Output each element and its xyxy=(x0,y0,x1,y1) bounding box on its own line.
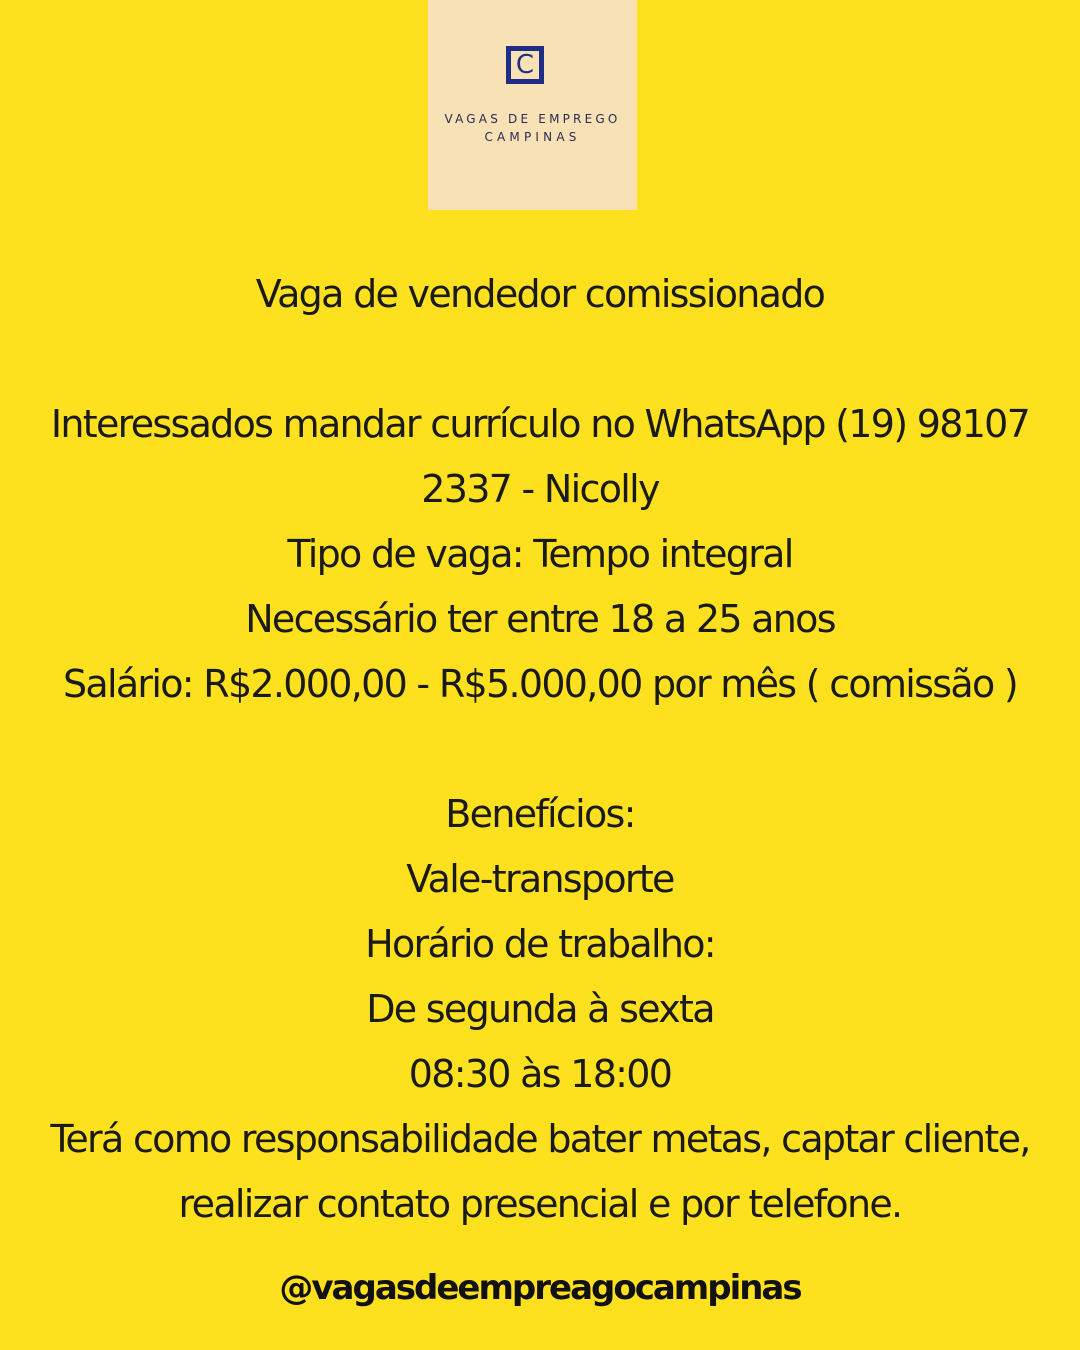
schedule-days: De segunda à sexta xyxy=(366,987,714,1031)
job-post-body xyxy=(20,262,1060,1237)
responsibility-line-2: realizar contato presencial e por telefone. xyxy=(178,1182,902,1226)
instagram-handle: @vagasdeempreagocampinas xyxy=(279,1268,801,1308)
schedule-hours: 08:30 às 18:00 xyxy=(408,1052,672,1096)
spacer xyxy=(20,717,1060,782)
logo-text-line1: VAGAS DE EMPREGO xyxy=(444,112,621,126)
logo-text-line2: CAMPINAS xyxy=(484,130,581,144)
age-requirement: Necessário ter entre 18 a 25 anos xyxy=(245,597,835,641)
job-type: Tipo de vaga: Tempo integral xyxy=(287,532,793,576)
contact-line-1: Interessados mandar currículo no WhatsApp (19) 98107 xyxy=(50,402,1030,446)
contact-line-2: 2337 - Nicolly xyxy=(421,467,659,511)
salary: Salário: R$2.000,00 - R$5.000,00 por mês ( comissão ) xyxy=(62,662,1017,706)
schedule-heading: Horário de trabalho: xyxy=(365,922,715,966)
benefits-heading: Benefícios: xyxy=(445,792,635,836)
logo-mark-icon xyxy=(506,46,544,84)
job-title: Vaga de vendedor comissionado xyxy=(255,272,825,316)
logo xyxy=(428,0,637,210)
benefit-item: Vale-transporte xyxy=(406,857,674,901)
spacer xyxy=(20,327,1060,392)
logo-letter: C xyxy=(515,49,535,80)
responsibility-line-1: Terá como responsabilidade bater metas, captar cliente, xyxy=(50,1117,1030,1161)
